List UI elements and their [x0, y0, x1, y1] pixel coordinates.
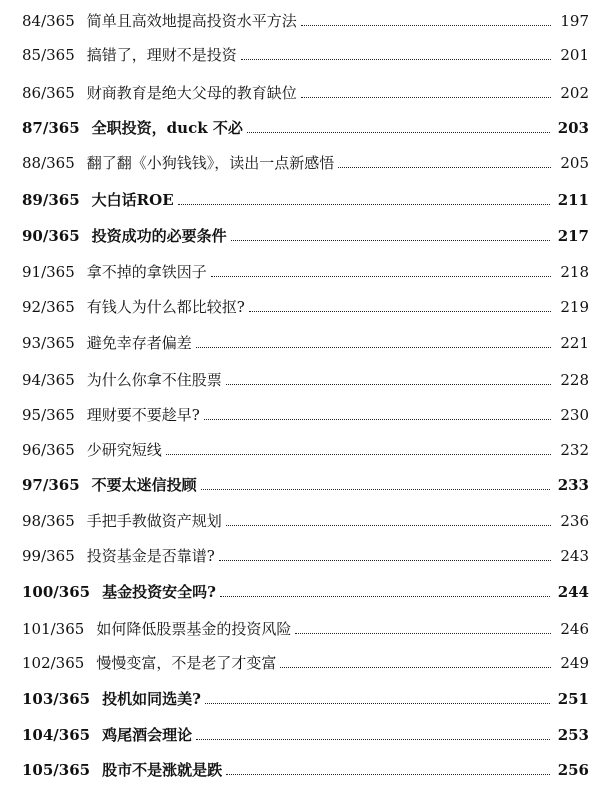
entry-title: 股市不是涨就是跌 — [102, 761, 223, 779]
entry-number: 86/365 — [22, 84, 75, 102]
page-number: 236 — [560, 512, 589, 530]
toc-entry — [22, 80, 589, 106]
toc-entry — [22, 8, 589, 34]
dot-leader — [249, 311, 551, 312]
entry-title: 如何降低股票基金的投资风险 — [96, 620, 292, 638]
entry-number: 101/365 — [22, 620, 85, 638]
page-number: 246 — [560, 620, 589, 638]
entry-number: 95/365 — [22, 406, 75, 424]
dot-leader — [301, 97, 551, 98]
toc-entry — [22, 437, 589, 463]
entry-title: 投机如同选美? — [102, 690, 201, 708]
page-number: 197 — [560, 12, 589, 30]
dot-leader — [211, 276, 551, 277]
entry-title: 手把手教做资产规划 — [86, 512, 222, 530]
toc-entry — [22, 722, 589, 748]
toc-entry — [22, 42, 589, 68]
dot-leader — [196, 347, 551, 348]
toc-entry — [22, 223, 589, 249]
dot-leader — [166, 454, 551, 455]
dot-leader — [247, 132, 550, 133]
dot-leader — [301, 25, 551, 26]
toc-entry — [22, 757, 589, 783]
entry-title: 避免幸存者偏差 — [86, 334, 192, 352]
toc-entry — [22, 472, 589, 498]
page-number: 233 — [557, 476, 589, 494]
entry-number: 105/365 — [22, 761, 91, 779]
page-number: 230 — [560, 406, 589, 424]
toc-entry — [22, 579, 589, 605]
toc-entry — [22, 367, 589, 393]
toc-entry — [22, 330, 589, 356]
entry-number: 98/365 — [22, 512, 75, 530]
page-number: 217 — [557, 227, 589, 245]
toc-entry — [22, 616, 589, 642]
page-number: 205 — [560, 154, 589, 172]
entry-title: 投资基金是否靠谱? — [86, 547, 215, 565]
dot-leader — [201, 489, 550, 490]
entry-title: 搞错了，理财不是投资 — [86, 46, 237, 64]
toc-entry — [22, 294, 589, 320]
toc-entry — [22, 686, 589, 712]
entry-title: 慢慢变富，不是老了才变富 — [96, 654, 277, 672]
entry-number: 100/365 — [22, 583, 91, 601]
page-number: 203 — [557, 119, 589, 137]
dot-leader — [178, 204, 550, 205]
entry-number: 88/365 — [22, 154, 75, 172]
entry-title: 投资成功的必要条件 — [91, 227, 227, 245]
entry-title: 翻了翻《小狗钱钱》，读出一点新感悟 — [86, 154, 335, 172]
entry-number: 97/365 — [22, 476, 80, 494]
entry-number: 102/365 — [22, 654, 85, 672]
entry-number: 85/365 — [22, 46, 75, 64]
toc-entry — [22, 650, 589, 676]
toc-entry — [22, 402, 589, 428]
page-number: 211 — [557, 191, 589, 209]
entry-number: 92/365 — [22, 298, 75, 316]
entry-number: 103/365 — [22, 690, 91, 708]
entry-number: 104/365 — [22, 726, 91, 744]
dot-leader — [338, 167, 551, 168]
entry-title: 少研究短线 — [86, 441, 162, 459]
dot-leader — [219, 560, 551, 561]
dot-leader — [205, 703, 550, 704]
page-number: 249 — [560, 654, 589, 672]
dot-leader — [204, 419, 551, 420]
page-number: 221 — [560, 334, 589, 352]
entry-title: 简单且高效地提高投资水平方法 — [86, 12, 297, 30]
dot-leader — [226, 525, 551, 526]
toc-entry — [22, 150, 589, 176]
dot-leader — [220, 596, 550, 597]
dot-leader — [231, 240, 550, 241]
entry-title: 大白话ROE — [91, 191, 174, 209]
entry-title: 为什么你拿不住股票 — [86, 371, 222, 389]
toc-entry — [22, 259, 589, 285]
entry-title: 理财要不要趁早? — [86, 406, 200, 424]
dot-leader — [280, 667, 551, 668]
toc-entry — [22, 543, 589, 569]
toc-entry — [22, 187, 589, 213]
page-number: 232 — [560, 441, 589, 459]
entry-title: 财商教育是绝大父母的教育缺位 — [86, 84, 297, 102]
entry-title: 有钱人为什么都比较抠? — [86, 298, 245, 316]
entry-number: 87/365 — [22, 119, 80, 137]
page-number: 218 — [560, 263, 589, 281]
entry-title: 鸡尾酒会理论 — [102, 726, 193, 744]
dot-leader — [295, 633, 551, 634]
dot-leader — [226, 384, 551, 385]
entry-number: 89/365 — [22, 191, 80, 209]
entry-title: 全职投资，duck 不必 — [91, 119, 243, 137]
entry-number: 90/365 — [22, 227, 80, 245]
page-number: 219 — [560, 298, 589, 316]
entry-number: 93/365 — [22, 334, 75, 352]
page-number: 202 — [560, 84, 589, 102]
toc-entry — [22, 115, 589, 141]
page-number: 201 — [560, 46, 589, 64]
page-number: 243 — [560, 547, 589, 565]
dot-leader — [196, 739, 550, 740]
dot-leader — [241, 59, 551, 60]
entry-title: 基金投资安全吗? — [102, 583, 216, 601]
entry-number: 99/365 — [22, 547, 75, 565]
page-number: 251 — [557, 690, 589, 708]
page-number: 228 — [560, 371, 589, 389]
entry-number: 91/365 — [22, 263, 75, 281]
entry-title: 不要太迷信投顾 — [91, 476, 197, 494]
entry-title: 拿不掉的拿铁因子 — [86, 263, 207, 281]
entry-number: 94/365 — [22, 371, 75, 389]
page-number: 256 — [557, 761, 589, 779]
entry-number: 96/365 — [22, 441, 75, 459]
entry-number: 84/365 — [22, 12, 75, 30]
dot-leader — [226, 774, 550, 775]
page-number: 244 — [557, 583, 589, 601]
page-number: 253 — [557, 726, 589, 744]
toc-entry — [22, 508, 589, 534]
